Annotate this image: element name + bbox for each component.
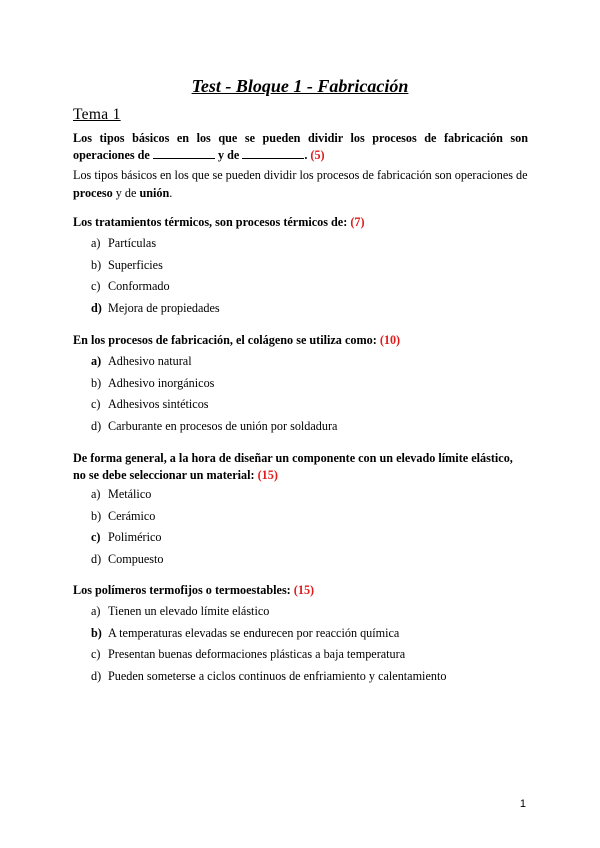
option-letter: b) <box>91 625 102 640</box>
option-letter: a) <box>91 354 102 368</box>
question-5-points: (15) <box>293 583 315 597</box>
option-text: Carburante en procesos de unión por soldadura <box>108 418 338 433</box>
option-text: Cerámico <box>108 508 156 523</box>
option-letter: b) <box>91 375 102 390</box>
question-3-points: (10) <box>379 333 401 347</box>
option-a <box>91 484 531 506</box>
answer-text-c: y de <box>112 186 140 200</box>
question-3-options <box>91 351 531 437</box>
answer-text-a: Los tipos básicos en los que se pueden dividir los procesos de fabricación son operaciones de <box>73 168 528 182</box>
option-b <box>91 506 531 528</box>
option-d <box>91 549 531 571</box>
option-text: Adhesivo inorgánicos <box>108 375 215 390</box>
question-2-points: (7) <box>350 215 365 229</box>
option-text: Pueden someterse a ciclos continuos de enfriamiento y calentamiento <box>108 668 447 683</box>
option-text: Tienen un elevado límite elástico <box>108 604 270 618</box>
option-a <box>91 233 531 255</box>
page-title: Test - Bloque 1 - Fabricación <box>191 76 409 96</box>
question-4-options <box>91 484 531 570</box>
option-text: Polimérico <box>108 530 162 544</box>
option-a <box>91 601 531 623</box>
option-d-correct <box>91 298 531 320</box>
option-letter: c) <box>91 279 101 293</box>
question-1-answer <box>73 166 528 202</box>
option-c <box>91 276 531 298</box>
answer-text-d: . <box>169 186 173 200</box>
question-3-text: En los procesos de fabricación, el colágeno se utiliza como: <box>73 333 380 347</box>
option-b <box>91 373 531 395</box>
option-b <box>91 255 531 277</box>
question-2-text: Los tratamientos térmicos, son procesos térmicos de: <box>73 215 351 229</box>
option-a-correct <box>91 351 531 373</box>
option-letter: b) <box>91 257 102 272</box>
option-text: Metálico <box>108 487 152 501</box>
blank-1 <box>153 148 215 159</box>
option-text: A temperaturas elevadas se endurecen por reacción química <box>108 625 400 640</box>
option-b-correct <box>91 623 531 645</box>
option-text: Adhesivos sintéticos <box>108 397 209 411</box>
blank-2 <box>242 148 304 159</box>
question-2-options <box>91 233 531 319</box>
option-letter: d) <box>91 300 102 315</box>
option-letter: c) <box>91 397 101 411</box>
option-d <box>91 666 531 688</box>
answer-word-2: unión <box>139 186 170 200</box>
question-1-text-a: Los tipos básicos en los que se pueden dividir los procesos de fabricación son operaciones de <box>73 131 528 162</box>
option-letter: a) <box>91 487 101 501</box>
option-letter: a) <box>91 604 101 618</box>
question-4-text: De forma general, a la hora de diseñar un componente con un elevado límite elástico, no se debe seleccionar un material: <box>73 451 513 482</box>
option-letter: d) <box>91 551 102 566</box>
question-5 <box>73 582 528 599</box>
option-c-correct <box>91 527 531 549</box>
answer-word-1: proceso <box>73 186 113 200</box>
question-1-text-b: y de <box>214 148 243 162</box>
page-number: 1 <box>519 798 526 810</box>
question-4-points: (15) <box>257 468 278 482</box>
question-1-points: (5) <box>310 148 325 162</box>
option-letter: d) <box>91 668 102 683</box>
section-heading: Tema 1 <box>73 106 121 123</box>
question-2 <box>73 214 528 231</box>
option-letter: c) <box>91 647 101 661</box>
option-letter: a) <box>91 236 101 250</box>
option-text: Adhesivo natural <box>108 354 192 368</box>
option-c <box>91 394 531 416</box>
option-text: Mejora de propiedades <box>108 300 220 315</box>
option-letter: d) <box>91 418 102 433</box>
question-5-text: Los polímeros termofijos o termoestables: <box>73 583 294 597</box>
question-4 <box>73 450 528 484</box>
question-1-text-c: . <box>304 148 311 162</box>
question-3 <box>73 332 528 349</box>
option-c <box>91 644 531 666</box>
option-text: Presentan buenas deformaciones plásticas a baja temperatura <box>108 647 406 661</box>
option-text: Partículas <box>108 236 157 250</box>
option-letter: b) <box>91 508 102 523</box>
option-text: Conformado <box>108 279 170 293</box>
option-text: Compuesto <box>108 551 164 566</box>
option-letter: c) <box>91 530 101 544</box>
question-1 <box>73 130 528 164</box>
option-d <box>91 416 531 438</box>
option-text: Superficies <box>108 257 163 272</box>
question-5-options <box>91 601 531 687</box>
